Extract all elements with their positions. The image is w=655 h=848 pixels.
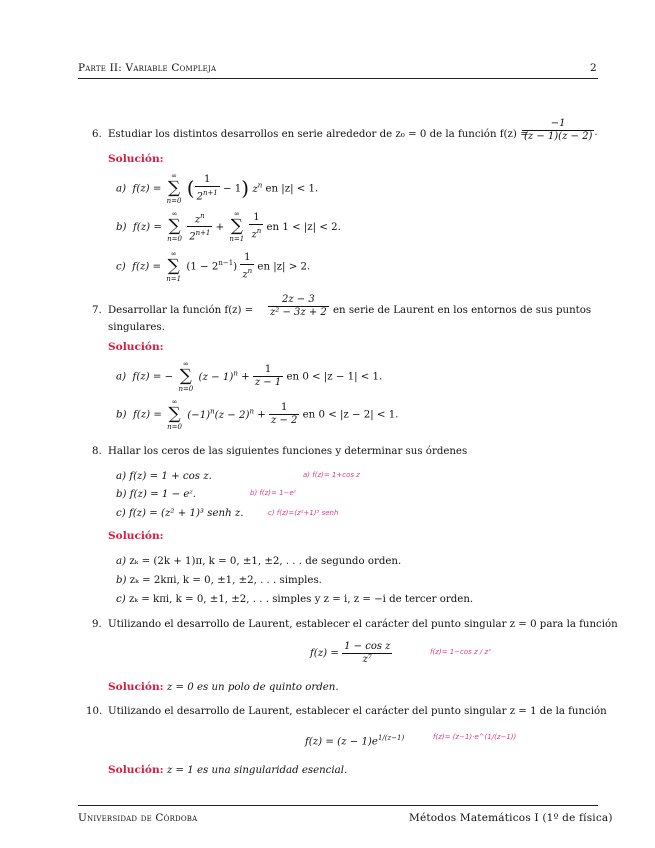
item-label: a) — [116, 371, 127, 383]
problem-7-statement-b: en serie de Laurent en los entornos de sus puntos — [333, 305, 592, 316]
formula-exponent: 1/(z−1) — [377, 734, 405, 742]
frac-num: 2z − 3 — [282, 294, 315, 305]
problem-10-statement: Utilizando el desarrollo de Laurent, establecer el carácter del punto singular z = 1 de la función — [108, 706, 607, 717]
solution-text: z = 0 es un polo de quinto orden. — [166, 682, 339, 693]
p6-item-c: c) f(z) = ∞ ∑ n=1 $(1 - 2^{n-1})$ $\frac{1}{z^n}$ en |z| > 2. — [116, 250, 311, 283]
footer-rule — [78, 805, 598, 806]
solution-label-7: Solución: — [108, 341, 164, 353]
problem-8-statement: Hallar los ceros de las siguientes funciones y determinar sus órdenes — [108, 446, 468, 457]
expression: f(z) = 1 + cos z. — [129, 471, 212, 482]
item-label: b) — [116, 575, 127, 586]
p8-item-b — [116, 488, 196, 501]
frac-num: 1 − cos z — [344, 641, 391, 652]
solution-label-10: Solución: — [108, 764, 164, 776]
formula-main: f(z) = (z − 1)e — [305, 736, 378, 748]
page-number: 2 — [590, 62, 597, 74]
running-header: Parte II: Variable Compleja — [78, 62, 217, 74]
problem-6-fraction: $\frac{-1}{(z - 1)(z - 2)}$ . — [524, 118, 598, 142]
p8-item-a — [116, 470, 212, 483]
p7-item-a: a) f(z) = − ∞ ∑ n=0 $(z - 1)^n$ + $\frac{1}{z - 1}$ en 0 < |z − 1| < 1. — [116, 360, 383, 393]
problem-6-number: 6. — [92, 129, 102, 140]
item-label: c) — [116, 508, 126, 519]
solution-label-9: Solución: — [108, 681, 164, 693]
handwritten-note-c: c) f(z)=(z²+1)³ senh — [268, 509, 339, 517]
p9-solution — [108, 681, 339, 694]
p6-item-a: a) f(z) = ∞ ∑ n=0 ( $\frac{1}{2^{n+1}}$ − 1) $z^n$ en |z| < 1. — [116, 172, 319, 205]
problem-7-statement-a: Desarrollar la función f(z) = — [108, 305, 254, 316]
handwritten-note-10: f(z)= (z−1)·e^(1/(z−1)) — [433, 733, 517, 741]
solution-text: zₖ = (2k + 1)π, k = 0, ±1, ±2, . . . de segundo orden. — [129, 556, 402, 567]
item-label: a) — [116, 556, 127, 567]
problem-7-fraction — [268, 294, 329, 319]
condition: en |z| < 1. — [265, 183, 319, 195]
frac-num: −1 — [550, 118, 566, 129]
formula-lhs: f(z) = — [310, 648, 339, 659]
item-label: b) — [116, 409, 127, 421]
solution-text: zₖ = kπi, k = 0, ±1, ±2, . . . simples y z = i, z = −i de tercer orden. — [128, 594, 474, 605]
handwritten-note-a: a) f(z)= 1+cos z — [303, 471, 360, 479]
condition: en |z| > 2. — [257, 261, 311, 273]
problem-7-statement-c: singulares. — [108, 322, 165, 333]
item-label: a) — [116, 183, 127, 195]
solution-text: zₖ = 2kπi, k = 0, ±1, ±2, . . . simples. — [129, 575, 322, 586]
item-label: b) — [116, 489, 127, 500]
problem-6-statement: Estudiar los distintos desarrollos en serie alrededor de z₀ = 0 de la función f(z) = — [108, 129, 529, 140]
condition: en 0 < |z − 2| < 1. — [302, 409, 399, 421]
problem-7-number: 7. — [92, 305, 102, 316]
item-label: c) — [116, 261, 126, 273]
condition: en 0 < |z − 1| < 1. — [286, 371, 383, 383]
footer-left: Universidad de Córdoba — [78, 812, 198, 824]
item-label: c) — [116, 594, 126, 605]
expression: f(z) = 1 − eᶻ. — [129, 489, 196, 500]
frac-den: z² − 3z + 2 — [270, 307, 327, 318]
p8-solution-a — [116, 555, 401, 568]
problem-10-number: 10. — [86, 706, 103, 717]
solution-text: z = 1 es una singularidad esencial. — [166, 765, 348, 776]
item-label: b) — [116, 221, 127, 233]
header-rule — [78, 78, 598, 79]
problem-9-statement: Utilizando el desarrollo de Laurent, establecer el carácter del punto singular z = 0 para la función — [108, 619, 618, 630]
expression: f(z) = (z² + 1)³ senh z. — [128, 508, 244, 519]
problem-9-formula — [310, 641, 392, 666]
frac-den: z⁷ — [342, 653, 392, 666]
problem-8-number: 8. — [92, 446, 102, 457]
frac-den: (z − 1)(z − 2) — [524, 131, 593, 142]
problem-9-number: 9. — [92, 619, 102, 630]
p8-solution-c — [116, 593, 473, 606]
problem-10-formula — [305, 732, 404, 748]
p8-item-c — [116, 507, 243, 520]
p7-item-b: b) f(z) = ∞ ∑ n=0 $(-1)^n(z - 2)^n$ + $\frac{1}{z - 2}$ en 0 < |z − 2| < 1. — [116, 398, 399, 431]
p6-item-b: b) f(z) = ∞ ∑ n=0 $\frac{z^n}{2^{n+1}}$ + ∞ ∑ n=1 $\frac{1}{z^n}$ en 1 < |z| < 2. — [116, 210, 341, 244]
item-label: a) — [116, 471, 127, 482]
solution-label-6: Solución: — [108, 153, 164, 165]
handwritten-note-b: b) f(z)= 1−eᶻ — [250, 489, 297, 497]
p8-solution-b — [116, 574, 322, 587]
condition: en 1 < |z| < 2. — [266, 221, 341, 233]
solution-label-8: Solución: — [108, 530, 164, 542]
p10-solution — [108, 764, 347, 777]
footer-right: Métodos Matemáticos I (1º de física) — [409, 812, 613, 824]
handwritten-note-9: f(z)= 1−cos z / z⁷ — [430, 648, 491, 656]
